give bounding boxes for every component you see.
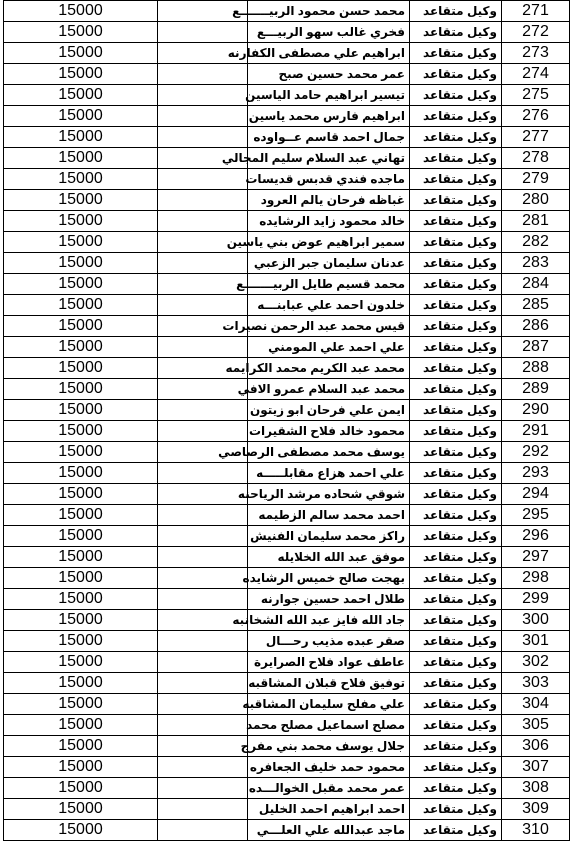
serial-number-cell: 301 bbox=[502, 631, 570, 652]
empty-cell bbox=[158, 736, 248, 757]
amount-cell: 15000 bbox=[4, 421, 158, 442]
serial-number-cell: 287 bbox=[502, 337, 570, 358]
name-cell: توفيق فلاح قبلان المشاقبه bbox=[248, 673, 410, 694]
empty-cell bbox=[158, 253, 248, 274]
table-row bbox=[4, 463, 570, 484]
amount-cell: 15000 bbox=[4, 589, 158, 610]
serial-number-cell: 281 bbox=[502, 211, 570, 232]
rank-cell: وكيل متقاعد bbox=[410, 673, 502, 694]
amount-cell: 15000 bbox=[4, 127, 158, 148]
serial-number-cell: 300 bbox=[502, 610, 570, 631]
name-cell: جمال احمد قاسم عــواوده bbox=[248, 127, 410, 148]
empty-cell bbox=[158, 106, 248, 127]
amount-cell: 15000 bbox=[4, 169, 158, 190]
empty-cell bbox=[158, 505, 248, 526]
name-cell: شوقي شحاده مرشد الرياحنه bbox=[248, 484, 410, 505]
table-row bbox=[4, 85, 570, 106]
empty-cell bbox=[158, 673, 248, 694]
serial-number-cell: 295 bbox=[502, 505, 570, 526]
serial-number-cell: 286 bbox=[502, 316, 570, 337]
table-row bbox=[4, 631, 570, 652]
rank-cell: وكيل متقاعد bbox=[410, 1, 502, 22]
name-cell: ماجد عبدالله علي العلـــي bbox=[248, 820, 410, 841]
table-row bbox=[4, 442, 570, 463]
serial-number-cell: 276 bbox=[502, 106, 570, 127]
serial-number-cell: 282 bbox=[502, 232, 570, 253]
serial-number-cell: 283 bbox=[502, 253, 570, 274]
table-row bbox=[4, 22, 570, 43]
amount-cell: 15000 bbox=[4, 820, 158, 841]
table-row bbox=[4, 295, 570, 316]
amount-cell: 15000 bbox=[4, 484, 158, 505]
name-cell: محمد حسن محمود الربيـــــــع bbox=[248, 1, 410, 22]
amount-cell: 15000 bbox=[4, 778, 158, 799]
empty-cell bbox=[158, 463, 248, 484]
table-row bbox=[4, 43, 570, 64]
amount-cell: 15000 bbox=[4, 274, 158, 295]
rank-cell: وكيل متقاعد bbox=[410, 505, 502, 526]
table-row bbox=[4, 106, 570, 127]
empty-cell bbox=[158, 22, 248, 43]
rank-cell: وكيل متقاعد bbox=[410, 421, 502, 442]
table-row bbox=[4, 715, 570, 736]
empty-cell bbox=[158, 526, 248, 547]
amount-cell: 15000 bbox=[4, 610, 158, 631]
empty-cell bbox=[158, 631, 248, 652]
table-row bbox=[4, 169, 570, 190]
serial-number-cell: 285 bbox=[502, 295, 570, 316]
serial-number-cell: 272 bbox=[502, 22, 570, 43]
amount-cell: 15000 bbox=[4, 316, 158, 337]
table-row bbox=[4, 337, 570, 358]
serial-number-cell: 306 bbox=[502, 736, 570, 757]
serial-number-cell: 275 bbox=[502, 85, 570, 106]
rank-cell: وكيل متقاعد bbox=[410, 652, 502, 673]
name-cell: يوسف محمد مصطفى الرصاصي bbox=[248, 442, 410, 463]
serial-number-cell: 277 bbox=[502, 127, 570, 148]
amount-cell: 15000 bbox=[4, 148, 158, 169]
table-row bbox=[4, 610, 570, 631]
serial-number-cell: 292 bbox=[502, 442, 570, 463]
empty-cell bbox=[158, 820, 248, 841]
rank-cell: وكيل متقاعد bbox=[410, 274, 502, 295]
serial-number-cell: 308 bbox=[502, 778, 570, 799]
table-row bbox=[4, 64, 570, 85]
amount-cell: 15000 bbox=[4, 736, 158, 757]
serial-number-cell: 278 bbox=[502, 148, 570, 169]
empty-cell bbox=[158, 295, 248, 316]
table-row bbox=[4, 505, 570, 526]
table-row bbox=[4, 778, 570, 799]
rank-cell: وكيل متقاعد bbox=[410, 316, 502, 337]
serial-number-cell: 297 bbox=[502, 547, 570, 568]
name-cell: فخري غالب سهو الربيـــع bbox=[248, 22, 410, 43]
serial-number-cell: 307 bbox=[502, 757, 570, 778]
empty-cell bbox=[158, 778, 248, 799]
table-row bbox=[4, 526, 570, 547]
name-cell: علي احمد علي المومني bbox=[248, 337, 410, 358]
empty-cell bbox=[158, 274, 248, 295]
serial-number-cell: 280 bbox=[502, 190, 570, 211]
name-cell: عدنان سليمان جبر الزعبي bbox=[248, 253, 410, 274]
serial-number-cell: 299 bbox=[502, 589, 570, 610]
table-row bbox=[4, 316, 570, 337]
name-cell: بهجت صالح خميس الرشايده bbox=[248, 568, 410, 589]
amount-cell: 15000 bbox=[4, 85, 158, 106]
rank-cell: وكيل متقاعد bbox=[410, 484, 502, 505]
amount-cell: 15000 bbox=[4, 295, 158, 316]
table-row bbox=[4, 568, 570, 589]
name-cell: احمد محمد سالم الزطيمه bbox=[248, 505, 410, 526]
rank-cell: وكيل متقاعد bbox=[410, 148, 502, 169]
rank-cell: وكيل متقاعد bbox=[410, 232, 502, 253]
serial-number-cell: 310 bbox=[502, 820, 570, 841]
table-row bbox=[4, 652, 570, 673]
rank-cell: وكيل متقاعد bbox=[410, 295, 502, 316]
amount-cell: 15000 bbox=[4, 673, 158, 694]
name-cell: ابراهيم علي مصطفى الكفارنه bbox=[248, 43, 410, 64]
rank-cell: وكيل متقاعد bbox=[410, 211, 502, 232]
name-cell: سمير ابراهيم عوض بني ياسين bbox=[248, 232, 410, 253]
empty-cell bbox=[158, 568, 248, 589]
table-row bbox=[4, 379, 570, 400]
amount-cell: 15000 bbox=[4, 232, 158, 253]
amount-cell: 15000 bbox=[4, 631, 158, 652]
rank-cell: وكيل متقاعد bbox=[410, 400, 502, 421]
table-row bbox=[4, 400, 570, 421]
table-row bbox=[4, 484, 570, 505]
table-row bbox=[4, 232, 570, 253]
amount-cell: 15000 bbox=[4, 526, 158, 547]
name-cell: موفق عبد الله الخلايله bbox=[248, 547, 410, 568]
name-cell: مصلح اسماعيل مصلح محمد bbox=[248, 715, 410, 736]
amount-cell: 15000 bbox=[4, 337, 158, 358]
rank-cell: وكيل متقاعد bbox=[410, 736, 502, 757]
rank-cell: وكيل متقاعد bbox=[410, 85, 502, 106]
rank-cell: وكيل متقاعد bbox=[410, 190, 502, 211]
table-row bbox=[4, 820, 570, 841]
rank-cell: وكيل متقاعد bbox=[410, 526, 502, 547]
table-row bbox=[4, 211, 570, 232]
name-cell: احمد ابراهيم احمد الخليل bbox=[248, 799, 410, 820]
name-cell: ابراهيم فارس محمد ياسين bbox=[248, 106, 410, 127]
rank-cell: وكيل متقاعد bbox=[410, 106, 502, 127]
serial-number-cell: 296 bbox=[502, 526, 570, 547]
amount-cell: 15000 bbox=[4, 190, 158, 211]
name-cell: محمد عبد الكريم محمد الكرايمه bbox=[248, 358, 410, 379]
name-cell: محمود حمد خليف الجعافره bbox=[248, 757, 410, 778]
name-cell: خلدون احمد علي عبابنـــه bbox=[248, 295, 410, 316]
amount-cell: 15000 bbox=[4, 694, 158, 715]
serial-number-cell: 271 bbox=[502, 1, 570, 22]
empty-cell bbox=[158, 484, 248, 505]
empty-cell bbox=[158, 421, 248, 442]
amount-cell: 15000 bbox=[4, 505, 158, 526]
empty-cell bbox=[158, 379, 248, 400]
name-cell: راكز محمد سليمان الفنيش bbox=[248, 526, 410, 547]
empty-cell bbox=[158, 589, 248, 610]
table-row bbox=[4, 421, 570, 442]
amount-cell: 15000 bbox=[4, 442, 158, 463]
serial-number-cell: 298 bbox=[502, 568, 570, 589]
serial-number-cell: 304 bbox=[502, 694, 570, 715]
amount-cell: 15000 bbox=[4, 43, 158, 64]
name-cell: محمود خالد فلاح الشقيرات bbox=[248, 421, 410, 442]
rank-cell: وكيل متقاعد bbox=[410, 442, 502, 463]
empty-cell bbox=[158, 169, 248, 190]
roster-table-body bbox=[4, 1, 570, 841]
empty-cell bbox=[158, 211, 248, 232]
serial-number-cell: 302 bbox=[502, 652, 570, 673]
rank-cell: وكيل متقاعد bbox=[410, 463, 502, 484]
table-row bbox=[4, 253, 570, 274]
name-cell: تيسير ابراهيم حامد الياسين bbox=[248, 85, 410, 106]
table-row bbox=[4, 589, 570, 610]
rank-cell: وكيل متقاعد bbox=[410, 799, 502, 820]
rank-cell: وكيل متقاعد bbox=[410, 820, 502, 841]
name-cell: تهاني عبد السلام سليم المجالي bbox=[248, 148, 410, 169]
amount-cell: 15000 bbox=[4, 400, 158, 421]
table-row bbox=[4, 190, 570, 211]
empty-cell bbox=[158, 190, 248, 211]
table-row bbox=[4, 757, 570, 778]
serial-number-cell: 293 bbox=[502, 463, 570, 484]
empty-cell bbox=[158, 400, 248, 421]
table-row bbox=[4, 148, 570, 169]
rank-cell: وكيل متقاعد bbox=[410, 589, 502, 610]
amount-cell: 15000 bbox=[4, 22, 158, 43]
roster-table bbox=[3, 0, 570, 841]
rank-cell: وكيل متقاعد bbox=[410, 379, 502, 400]
table-row bbox=[4, 694, 570, 715]
name-cell: محمد قسيم طايل الربيـــــــع bbox=[248, 274, 410, 295]
serial-number-cell: 309 bbox=[502, 799, 570, 820]
name-cell: ايمن علي فرحان ابو زيتون bbox=[248, 400, 410, 421]
table-row bbox=[4, 547, 570, 568]
name-cell: عاطف عواد فلاح الصرايرة bbox=[248, 652, 410, 673]
table-row bbox=[4, 1, 570, 22]
serial-number-cell: 273 bbox=[502, 43, 570, 64]
name-cell: ماجده فندي قدبس قديسات bbox=[248, 169, 410, 190]
name-cell: عمر محمد مقبل الخوالـــده bbox=[248, 778, 410, 799]
serial-number-cell: 288 bbox=[502, 358, 570, 379]
rank-cell: وكيل متقاعد bbox=[410, 715, 502, 736]
amount-cell: 15000 bbox=[4, 715, 158, 736]
amount-cell: 15000 bbox=[4, 757, 158, 778]
amount-cell: 15000 bbox=[4, 568, 158, 589]
amount-cell: 15000 bbox=[4, 1, 158, 22]
amount-cell: 15000 bbox=[4, 547, 158, 568]
serial-number-cell: 291 bbox=[502, 421, 570, 442]
table-row bbox=[4, 799, 570, 820]
amount-cell: 15000 bbox=[4, 799, 158, 820]
name-cell: علي مفلح سليمان المشاقبه bbox=[248, 694, 410, 715]
empty-cell bbox=[158, 85, 248, 106]
rank-cell: وكيل متقاعد bbox=[410, 568, 502, 589]
rank-cell: وكيل متقاعد bbox=[410, 358, 502, 379]
serial-number-cell: 290 bbox=[502, 400, 570, 421]
rank-cell: وكيل متقاعد bbox=[410, 64, 502, 85]
empty-cell bbox=[158, 757, 248, 778]
serial-number-cell: 274 bbox=[502, 64, 570, 85]
serial-number-cell: 279 bbox=[502, 169, 570, 190]
table-row bbox=[4, 673, 570, 694]
rank-cell: وكيل متقاعد bbox=[410, 22, 502, 43]
serial-number-cell: 303 bbox=[502, 673, 570, 694]
name-cell: محمد عبد السلام عمرو الافي bbox=[248, 379, 410, 400]
name-cell: طلال احمد حسين جوارنه bbox=[248, 589, 410, 610]
rank-cell: وكيل متقاعد bbox=[410, 757, 502, 778]
amount-cell: 15000 bbox=[4, 463, 158, 484]
amount-cell: 15000 bbox=[4, 211, 158, 232]
rank-cell: وكيل متقاعد bbox=[410, 169, 502, 190]
table-row bbox=[4, 127, 570, 148]
table-row bbox=[4, 274, 570, 295]
empty-cell bbox=[158, 799, 248, 820]
empty-cell bbox=[158, 127, 248, 148]
amount-cell: 15000 bbox=[4, 358, 158, 379]
amount-cell: 15000 bbox=[4, 253, 158, 274]
name-cell: عمر محمد حسين صبح bbox=[248, 64, 410, 85]
rank-cell: وكيل متقاعد bbox=[410, 694, 502, 715]
empty-cell bbox=[158, 694, 248, 715]
name-cell: خالد محمود زايد الرشايده bbox=[248, 211, 410, 232]
rank-cell: وكيل متقاعد bbox=[410, 337, 502, 358]
rank-cell: وكيل متقاعد bbox=[410, 610, 502, 631]
empty-cell bbox=[158, 715, 248, 736]
amount-cell: 15000 bbox=[4, 652, 158, 673]
serial-number-cell: 284 bbox=[502, 274, 570, 295]
empty-cell bbox=[158, 337, 248, 358]
name-cell: جلال يوسف محمد بني مفرج bbox=[248, 736, 410, 757]
empty-cell bbox=[158, 547, 248, 568]
name-cell: علي احمد هزاع مقابلـــــه bbox=[248, 463, 410, 484]
name-cell: جاد الله فايز عبد الله الشخانبه bbox=[248, 610, 410, 631]
rank-cell: وكيل متقاعد bbox=[410, 127, 502, 148]
rank-cell: وكيل متقاعد bbox=[410, 547, 502, 568]
rank-cell: وكيل متقاعد bbox=[410, 43, 502, 64]
name-cell: صقر عبده مذيب رحـــال bbox=[248, 631, 410, 652]
name-cell: غباظه فرحان يالم العرود bbox=[248, 190, 410, 211]
serial-number-cell: 294 bbox=[502, 484, 570, 505]
amount-cell: 15000 bbox=[4, 106, 158, 127]
amount-cell: 15000 bbox=[4, 379, 158, 400]
empty-cell bbox=[158, 64, 248, 85]
serial-number-cell: 289 bbox=[502, 379, 570, 400]
table-row bbox=[4, 736, 570, 757]
rank-cell: وكيل متقاعد bbox=[410, 631, 502, 652]
rank-cell: وكيل متقاعد bbox=[410, 253, 502, 274]
name-cell: قيس محمد عبد الرحمن نصيرات bbox=[248, 316, 410, 337]
rank-cell: وكيل متقاعد bbox=[410, 778, 502, 799]
serial-number-cell: 305 bbox=[502, 715, 570, 736]
amount-cell: 15000 bbox=[4, 64, 158, 85]
empty-cell bbox=[158, 652, 248, 673]
table-row bbox=[4, 358, 570, 379]
